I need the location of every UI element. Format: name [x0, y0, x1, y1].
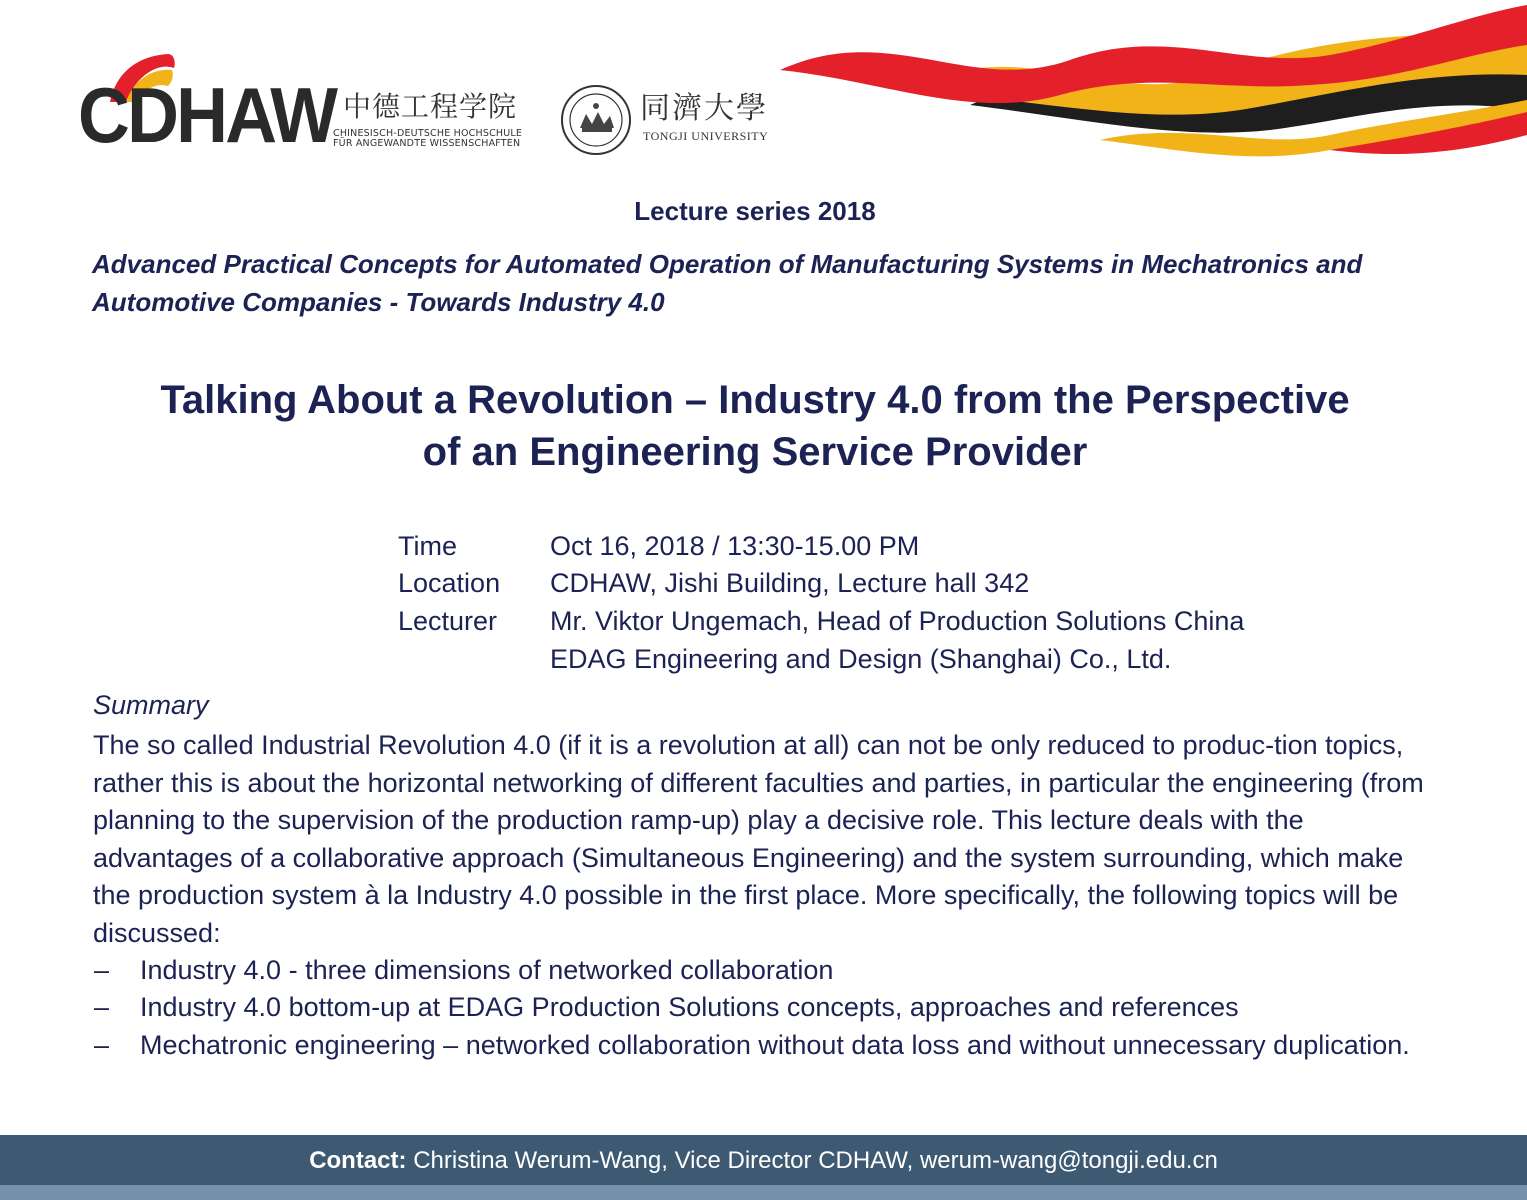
footer-contact [0, 1147, 1527, 1175]
flag-wave-banner [770, 0, 1527, 170]
bullet-item: Mechatronic engineering – networked collaboration without data loss and without unnecessary duplication. [140, 1030, 1410, 1060]
time-value: Oct 16, 2018 / 13:30-15.00 PM [550, 531, 920, 561]
cdhaw-german-name-line2: FÜR ANGEWANDTE WISSENSCHAFTEN [333, 138, 521, 149]
series-title: Lecture series 2018 [634, 196, 876, 226]
lecturer-value-line1: Mr. Viktor Ungemach, Head of Production Solutions China [550, 606, 1245, 636]
bullet-marker: – [94, 1030, 110, 1060]
series-subtitle: Advanced Practical Concepts for Automated Operation of Manufacturing Systems in Mechatronics and Automotive Companies - Towards Industry 4.0 [92, 249, 1363, 317]
lecture-title-line1: Talking About a Revolution – Industry 4.0 from the Perspective [160, 378, 1350, 422]
tongji-seal-icon [560, 84, 632, 156]
lecturer-label: Lecturer [398, 606, 498, 636]
summary-body: The so called Industrial Revolution 4.0 (if it is a revolution at all) can not be only reduced to produc-tion topics, rather this is about the horizontal networking of different faculties and parties, in particular the engineering (from planning to the supervision of the production ramp-up) play a decisive role. This lecture deals with the advantages of a collaborative approach (Simultaneous Engineering) and the system surrounding, which make the production system à la Industry 4.0 possible in the first place. More specifically, the following topics will be discussed: [93, 730, 1424, 948]
lecturer-value-line2: EDAG Engineering and Design (Shanghai) Co., Ltd. [550, 644, 1172, 674]
contact-label: Contact: [309, 1147, 407, 1174]
tongji-english-name: TONGJI UNIVERSITY [643, 129, 769, 143]
location-value: CDHAW, Jishi Building, Lecture hall 342 [550, 568, 1030, 598]
bullet-item: Industry 4.0 bottom-up at EDAG Production Solutions concepts, approaches and references [140, 992, 1239, 1022]
cdhaw-wordmark: CDHAW [78, 71, 336, 159]
cdhaw-german-name-line1: CHINESISCH-DEUTSCHE HOCHSCHULE [333, 128, 523, 139]
lecture-title [0, 374, 1510, 478]
bullet-marker: – [94, 955, 110, 985]
summary-heading: Summary [93, 690, 209, 720]
contact-text: Christina Werum-Wang, Vice Director CDHAW, werum-wang@tongji.edu.cn [413, 1147, 1218, 1174]
footer-strip [0, 1185, 1527, 1200]
bullet-item: Industry 4.0 - three dimensions of networked collaboration [140, 955, 834, 985]
location-label: Location [398, 568, 501, 598]
tongji-chinese-name: 同濟大學 [640, 91, 768, 126]
time-label: Time [398, 531, 457, 561]
lecture-title-line2: of an Engineering Service Provider [422, 430, 1088, 474]
bullet-marker: – [94, 992, 110, 1022]
cdhaw-chinese-name: 中德工程学院 [343, 90, 518, 123]
